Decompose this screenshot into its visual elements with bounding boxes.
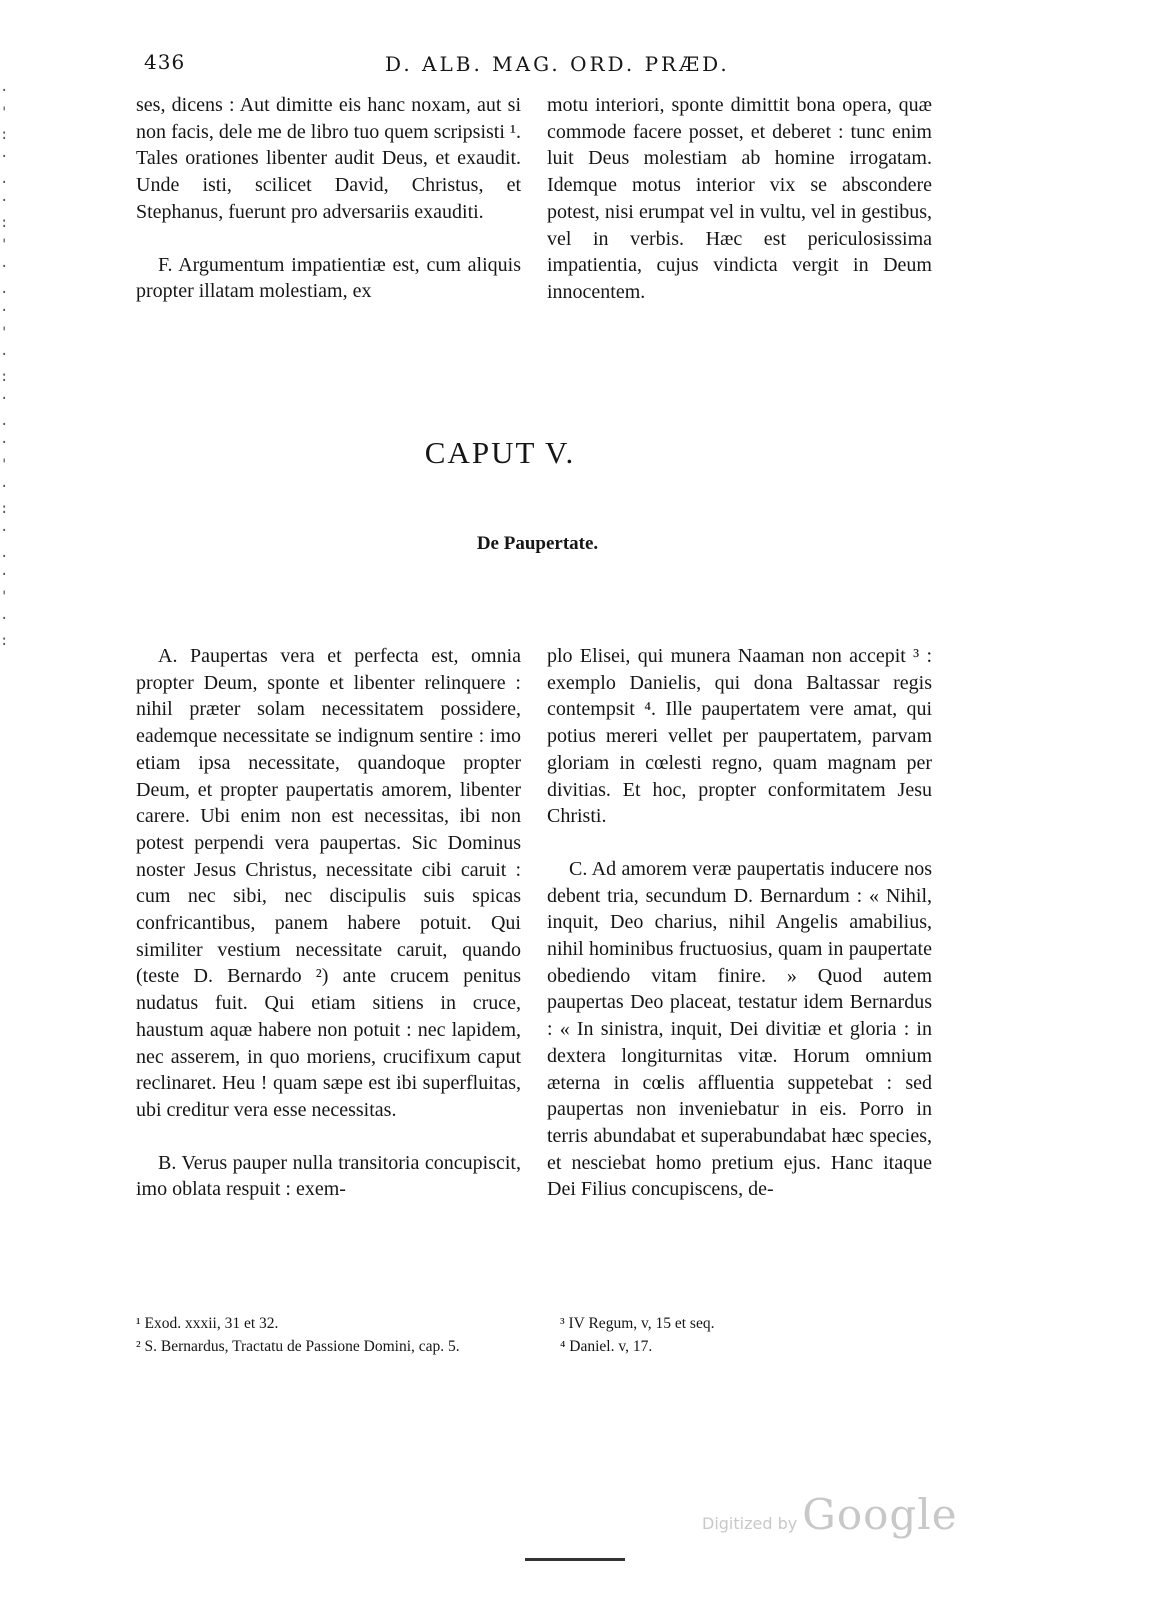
footnote-3: ³ IV Regum, v, 15 et seq. xyxy=(560,1315,715,1332)
footnotes-left xyxy=(136,1312,526,1358)
top-right-column xyxy=(547,92,932,306)
footnote-4: ⁴ Daniel. v, 17. xyxy=(560,1338,653,1355)
digitized-by-google-watermark xyxy=(702,1490,958,1539)
paragraph-b: B. Verus pauper nulla transitoria concupiscit, imo oblata respuit : exem- xyxy=(136,1151,521,1201)
paragraph-a: A. Paupertas vera et perfecta est, omnia propter Deum, sponte et libenter relinquere : nihil præter solam necessitatem possidere, eademque necessitate se indignum sentire : imo etiam ipsa necessitate, quandoque propter Deum, et propter paupertatis amorem, libenter carere. Ubi enim non est necessitas, ibi non potest perpendi vera paupertas. Sic Dominus noster Jesus Christus, necessitate cibi caruit : cum nec sibi, nec discipulis suis spicas confricantibus, panem habere potuit. Qui similiter vestium necessitate caruit, quando (teste D. Bernardo ²) ante crucem penitus nudatus fuit. Qui etiam sitiens in cruce, haustum aquæ habere non potuit : nec lapidem, nec asserem, in quo moriens, crucifixum caput reclinaret. Heu ! quam sæpe est ibi superfluitas, ubi creditur vera esse necessitas. xyxy=(136,645,521,1121)
body-left-column xyxy=(136,643,521,1203)
paragraph-c: C. Ad amorem veræ paupertatis inducere nos debent tria, secundum D. Bernardum : « Nihil, inquit, Deo charius, nihil Angelis amabilius, nihil hominibus fructuosius, quam in paupertate obediendo vitam finire. » Quod autem paupertas Deo placeat, testatur idem Bernardus : « In sinistra, inquit, Dei divitiæ et gloria : in dextera longiturnitas vitæ. Horum omnium æterna in cœlis affluentia suppetebat : sed paupertas non inveniebatur in eis. Porro in terris abundabat et superabundabat hæc species, et nesciebat homo pretium ejus. Hanc itaque Dei Filius concupiscens, de- xyxy=(547,857,932,1201)
google-logo: Google xyxy=(802,1490,958,1539)
continuation-paragraph: ses, dicens : Aut dimitte eis hanc noxam, aut si non facis, dele me de libro tuo quem scripsisti ¹. Tales orationes libenter audit Deus, et exaudit. Unde isti, scilicet David, Christus, et Stephanus, fuerunt pro adversariis exauditi. xyxy=(136,94,521,223)
top-left-column xyxy=(136,92,521,305)
scan-edge-marks: · ' : · . · : ' · . · ' · : · . · ' · : · . · ' · : xyxy=(0,83,9,649)
continuation-paragraph-right: motu interiori, sponte dimittit bona opera, quæ commode facere posset, et deberet : tunc enim luit Deus molestiam ab homine irrogatam. Idemque motus interior vix se abscondere potest, nisi erumpat vel in vultu, vel in gestibus, vel in verbis. Hæc est periculosissima impatientia, cujus vindicta vergit in Deum innocentem. xyxy=(547,94,932,303)
footnote-1: ¹ Exod. xxxii, 31 et 32. xyxy=(136,1315,279,1332)
paragraph-f: F. Argumentum impatientiæ est, cum aliquis propter illatam molestiam, ex xyxy=(136,253,521,303)
body-right-column xyxy=(547,643,932,1203)
page-number: 436 xyxy=(144,50,186,74)
watermark-prefix: Digitized by xyxy=(702,1514,798,1533)
footnotes-right xyxy=(560,1312,950,1358)
chapter-title: CAPUT V. xyxy=(424,435,576,470)
paragraph-b-continued: plo Elisei, qui munera Naaman non accepit ³ : exemplo Danielis, qui dona Baltassar regis contempsit ⁴. Ille paupertatem vere amat, qui potius mereri vellet per paupertatem, parvam gloriam in cœlesti regno, quam magnam per divitias. Et hoc, propter conformitatem Jesu Christi. xyxy=(547,645,932,828)
running-title: D. ALB. MAG. ORD. PRÆD. xyxy=(385,52,730,76)
bottom-rule xyxy=(525,1558,625,1561)
section-title: De Paupertate. xyxy=(476,533,599,554)
footnote-2: ² S. Bernardus, Tractatu de Passione Domini, cap. 5. xyxy=(136,1338,460,1355)
